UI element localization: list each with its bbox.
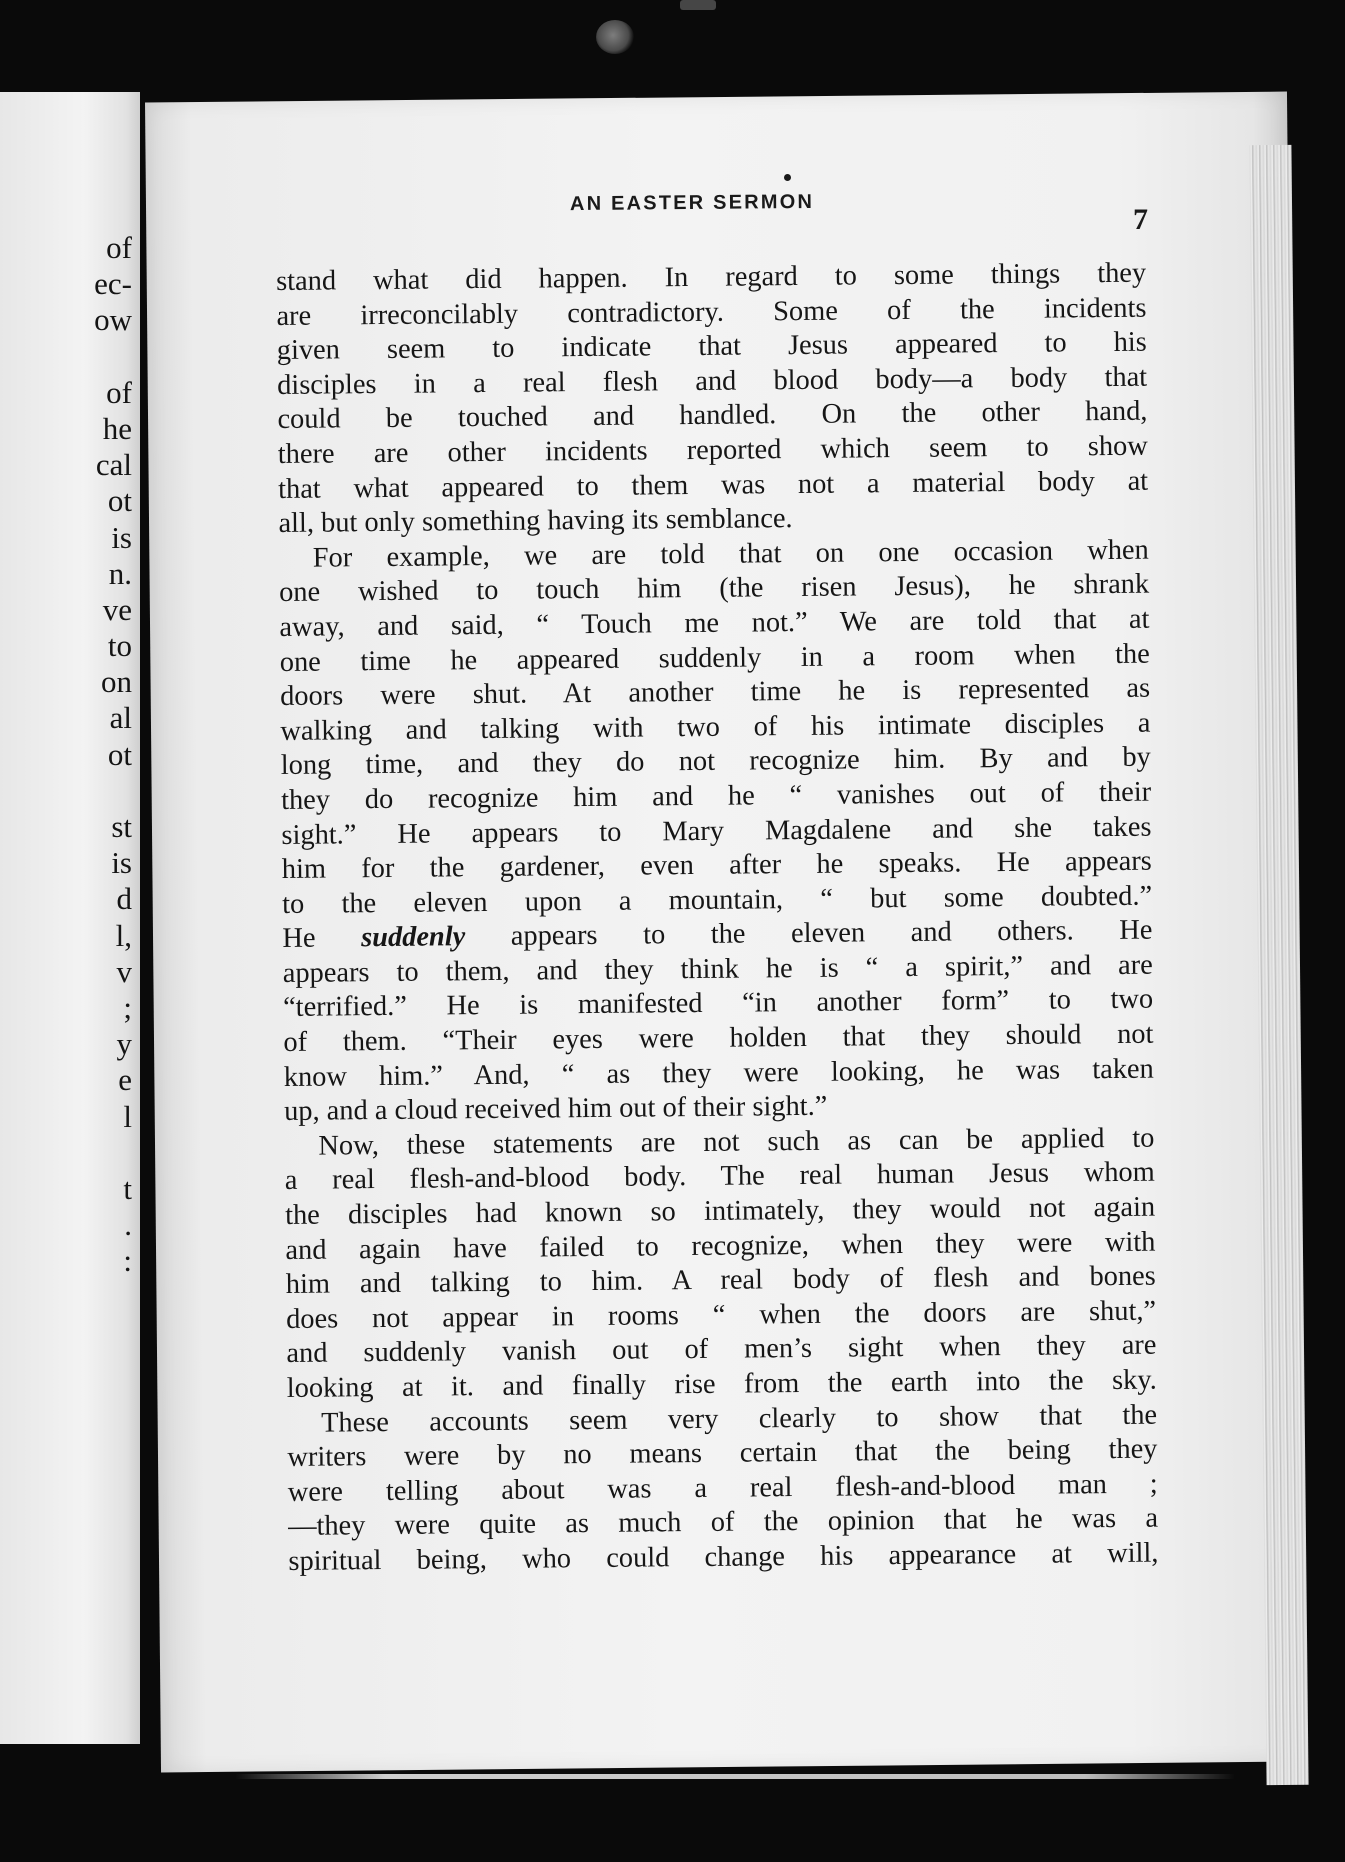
left-page-fragment: on xyxy=(101,664,132,700)
left-page-fragment: ve xyxy=(102,591,132,627)
text-line: doors were shut. At another time he is represented as xyxy=(279,672,1151,713)
paragraph-2-end xyxy=(283,948,1155,1129)
body-text xyxy=(276,257,1159,1580)
text-line: away, and said, “ Touch me not.” We are told that at xyxy=(279,603,1150,643)
scan-artifact-mark xyxy=(680,0,716,10)
text-line: walking and talking with two of his intimate disciples a xyxy=(280,707,1151,747)
text-line: all, but only something having its semblance. xyxy=(278,503,793,540)
text-line: up, and a cloud received him out of their sight.” xyxy=(283,1090,828,1128)
left-page-fragment: cal xyxy=(95,447,132,483)
paragraph-3 xyxy=(284,1121,1157,1406)
text-line: were telling about was a real flesh-and-blood man ; xyxy=(287,1468,1158,1508)
text-line: disciples in a real flesh and blood body—a body that xyxy=(277,361,1148,401)
italic-emphasis: suddenly xyxy=(361,921,466,954)
page-bottom-edge xyxy=(235,1774,1235,1779)
left-page-fragment: of xyxy=(106,374,132,410)
page-number: 7 xyxy=(1133,203,1148,236)
paragraph-2 xyxy=(279,533,1153,922)
left-page-fragment: st xyxy=(111,809,132,844)
left-page-fragment: al xyxy=(109,700,132,736)
left-page-fragment: ; xyxy=(123,989,132,1025)
text-line: know him.” And, “ as they were looking, he was taken xyxy=(283,1053,1154,1093)
text-line: long time, and they do not recognize him. By and by xyxy=(280,741,1151,782)
text-line: the disciples had known so intimately, they would not again xyxy=(284,1191,1156,1231)
left-page-fragment: e xyxy=(118,1062,132,1098)
left-page-text-fragments xyxy=(12,230,132,1279)
left-page-fragment: ot xyxy=(107,483,132,519)
text-line: him for the gardener, even after he speaks. He appears xyxy=(281,845,1152,886)
left-page-fragment: ow xyxy=(94,302,132,338)
left-page-fragment: y xyxy=(116,1026,132,1062)
text-line: and again have failed to recognize, when they were with xyxy=(285,1226,1156,1266)
text-line: looking at it. and finally rise from the earth into the sky. xyxy=(286,1364,1157,1404)
running-head: AN EASTER SERMON xyxy=(569,190,815,216)
left-facing-page xyxy=(0,92,140,1744)
text-line: does not appear in rooms “ when the doors are shut,” xyxy=(285,1295,1157,1335)
left-page-fragment: is xyxy=(111,519,132,555)
text-line: given seem to indicate that Jesus appeared to his xyxy=(276,326,1147,367)
text-line: writers were by no means certain that the being they xyxy=(287,1433,1158,1474)
left-page-fragment: d xyxy=(116,881,132,917)
left-page-fragment: to xyxy=(107,628,132,664)
left-page-fragment: v xyxy=(116,953,132,989)
running-head-dot xyxy=(784,174,791,181)
text-line: For example, we are told that on one occasion when xyxy=(312,534,1149,574)
text-line: a real flesh-and-blood body. The real human Jesus whom xyxy=(284,1157,1155,1197)
text-line: spiritual being, who could change his appearance at will, xyxy=(288,1537,1159,1577)
paragraph-4 xyxy=(287,1398,1159,1579)
left-page-fragment: t xyxy=(123,1170,132,1206)
left-page-fragment: of xyxy=(106,230,132,265)
left-page-fragment xyxy=(12,1135,132,1171)
left-page-fragment xyxy=(12,773,132,809)
left-page-fragment: . xyxy=(124,1207,132,1243)
text-line: stand what did happen. In regard to some things they xyxy=(276,257,1147,297)
left-page-fragment: n. xyxy=(108,555,132,591)
paragraph-1 xyxy=(276,257,1149,542)
text-line: sight.” He appears to Mary Magdalene and she takes xyxy=(281,811,1152,851)
text-line: could be touched and handled. On the other hand, xyxy=(277,396,1148,436)
text-line: Now, these statements are not such as can be applied to xyxy=(318,1122,1155,1162)
left-page-fragment: l xyxy=(123,1098,132,1134)
left-page-fragment: : xyxy=(123,1243,132,1279)
text-line: that what appeared to them was not a material body at xyxy=(278,465,1149,505)
text-line: of them. “Their eyes were holden that they should not xyxy=(283,1018,1154,1059)
text-line: are irreconcilably contradictory. Some of the incidents xyxy=(276,292,1147,332)
left-page-fragment: ec- xyxy=(94,266,132,302)
left-page-fragment: l, xyxy=(115,917,132,953)
text-line: one wished to touch him (the risen Jesus), he shrank xyxy=(278,568,1150,609)
text-line: —they were quite as much of the opinion that he was a xyxy=(287,1502,1159,1543)
text-line: him and talking to him. A real body of flesh and bones xyxy=(285,1260,1156,1301)
left-page-fragment xyxy=(12,339,132,375)
text-line: These accounts seem very clearly to show that the xyxy=(320,1399,1158,1439)
text-line: and suddenly vanish out of men’s sight when they are xyxy=(286,1330,1157,1370)
text-line: “terrified.” He is manifested “in another form” to two xyxy=(282,984,1154,1024)
italic-line-after: appears to the eleven and others. He xyxy=(465,914,1153,953)
text-line: appears to them, and they think he is “ a spirit,” and are xyxy=(282,949,1153,989)
text-line: to the eleven upon a mountain, “ but some doubted.” xyxy=(281,880,1153,920)
text-line: one time he appeared suddenly in a room when the xyxy=(279,638,1150,678)
scan-artifact-blob xyxy=(596,20,634,54)
italic-line-before: He xyxy=(282,922,362,955)
left-page-fragment: ot xyxy=(107,736,132,772)
left-page-fragment: he xyxy=(102,410,132,446)
text-line: there are other incidents reported which seem to show xyxy=(277,430,1148,470)
left-page-fragment: is xyxy=(111,845,132,881)
text-line: they do recognize him and he “ vanishes out of their xyxy=(280,776,1152,816)
